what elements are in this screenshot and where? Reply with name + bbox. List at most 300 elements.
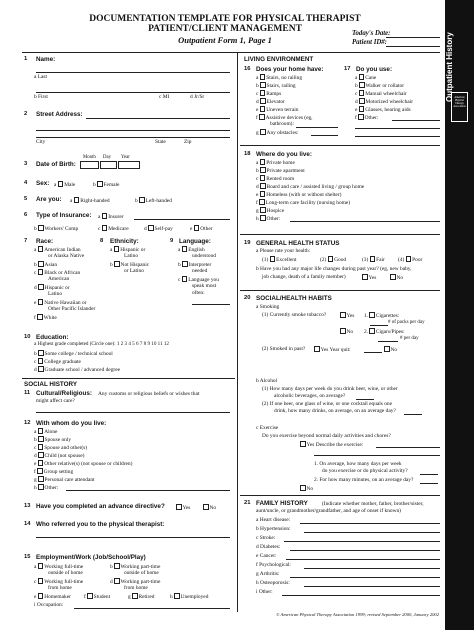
exercise-yes-label: Yes — [306, 442, 315, 448]
race-black-checkbox[interactable] — [38, 269, 44, 275]
q1-last-label: Last — [37, 74, 48, 80]
dob-year-field[interactable] — [118, 161, 140, 169]
q15-label: Employment/Work (Job/School/Play) — [36, 554, 146, 561]
device-opt: Cane — [365, 75, 377, 81]
smoke-yes-label: Yes — [346, 313, 355, 319]
exercise-days-field[interactable] — [420, 474, 438, 475]
q4-label: Sex: — [36, 180, 50, 187]
q11-label: Cultural/Religious: — [36, 390, 92, 397]
live-opt: Other relative(s) (not spouse or children) — [44, 461, 133, 467]
female-checkbox[interactable] — [97, 181, 103, 187]
q13-label: Have you completed an advance directive? — [36, 503, 165, 510]
family-stroke-label: Stroke: — [259, 535, 276, 541]
work-fulltime-outside-checkbox[interactable] — [38, 563, 44, 569]
work-opt: Working full-time — [44, 579, 84, 585]
smoke-no-label: No — [346, 329, 354, 335]
family-diabetes-label: Diabetes: — [260, 544, 281, 550]
health-rating: Fair — [376, 257, 385, 263]
stairs-railing-checkbox[interactable] — [260, 82, 266, 88]
health-poor-checkbox[interactable] — [406, 256, 412, 262]
obstacles-field[interactable] — [311, 135, 338, 136]
todays-date-label: Today's Date: — [352, 30, 391, 37]
cane-checkbox[interactable] — [359, 74, 365, 80]
exercise-yes-checkbox[interactable] — [300, 441, 306, 447]
live-opt: Spouse only — [44, 437, 72, 443]
packs-field[interactable] — [370, 325, 388, 326]
language-field[interactable] — [192, 304, 230, 305]
race-opt: White — [43, 315, 57, 321]
q2-city-label: City — [36, 139, 46, 145]
home-opt: Uneven terrain — [266, 107, 299, 113]
q2-zip-label: Zip — [184, 139, 192, 145]
device-other-checkbox[interactable] — [358, 114, 364, 120]
race-opt: Native Hawaiian or — [44, 300, 87, 306]
live-opt: Alone — [44, 429, 58, 435]
work-parttime-home-checkbox[interactable] — [114, 578, 120, 584]
device-opt: Walker or rollator — [365, 83, 405, 89]
q4-number: 4 — [24, 180, 28, 186]
column-divider — [237, 52, 238, 612]
work-opt: from home — [124, 585, 148, 591]
work-opt: Working part-time — [120, 564, 161, 570]
q2-number: 2 — [24, 111, 28, 117]
alcohol-drinks-text2: drink, how many drinks, on average, on an average day? — [274, 408, 396, 414]
language-opt: speak most — [192, 283, 217, 289]
live-child-checkbox[interactable] — [38, 452, 44, 458]
insurer-field[interactable] — [134, 219, 230, 220]
q6-insurer-label: Insurer — [108, 214, 124, 220]
q17-number: 17 — [344, 66, 351, 72]
q2-state-label: State — [155, 139, 166, 145]
live-spouse-checkbox[interactable] — [38, 436, 44, 442]
q11-number: 11 — [24, 390, 31, 396]
referred-field[interactable] — [36, 537, 230, 538]
side-tab-label: Outpatient History — [445, 32, 454, 102]
assistive-devices-checkbox[interactable] — [259, 114, 265, 120]
todays-date-field[interactable] — [386, 37, 440, 38]
q1-first-label: First — [38, 94, 48, 100]
q18-number: 18 — [244, 151, 251, 157]
family-heart-label: Heart disease: — [259, 517, 291, 523]
cultural-field[interactable] — [36, 412, 230, 413]
exercise-label: Exercise — [259, 425, 279, 431]
exercise-days-text2: do you exercise or do physical activity? — [322, 468, 408, 474]
home-opt: Elevator — [266, 99, 285, 105]
q9-label: Language: — [179, 238, 211, 245]
residence-opt: Private home — [266, 160, 295, 166]
alcohol-drinks-field[interactable] — [404, 414, 422, 415]
ethnicity-opt: Not Hispanic — [120, 262, 150, 268]
ethnicity-hispanic-checkbox[interactable] — [114, 246, 120, 252]
motorized-wheelchair-checkbox[interactable] — [359, 98, 365, 104]
self-pay-checkbox[interactable] — [148, 225, 154, 231]
glasses-checkbox[interactable] — [359, 106, 365, 112]
q16-label: Does your home have: — [256, 66, 324, 73]
walker-checkbox[interactable] — [359, 82, 365, 88]
smoked-past-label: Smoked in past? — [269, 346, 306, 352]
stairs-no-railing-checkbox[interactable] — [260, 74, 266, 80]
exercise-describe-field[interactable] — [376, 447, 440, 448]
residence-opt: Board and care / assisted living / group home — [266, 184, 365, 190]
q9-number: 9 — [170, 238, 174, 244]
q19-number: 19 — [244, 240, 251, 246]
education-college-checkbox[interactable] — [38, 350, 44, 356]
q1-label: Name: — [36, 56, 56, 63]
family-stroke-field[interactable] — [284, 541, 440, 542]
occupation-label: Occupation: — [36, 602, 64, 608]
q6-other-label: Other — [200, 226, 213, 232]
live-alone-checkbox[interactable] — [38, 428, 44, 434]
residence-other-checkbox[interactable] — [260, 215, 266, 221]
form-title-line2: PATIENT/CLIENT MANAGEMENT — [148, 24, 302, 34]
alcohol-days-field[interactable] — [356, 399, 374, 400]
living-environment-heading: LIVING ENVIRONMENT — [244, 56, 314, 63]
live-group-checkbox[interactable] — [37, 468, 43, 474]
race-white-checkbox[interactable] — [37, 314, 43, 320]
q19-life-changes-text1: Have you had any major life changes during past year? (eg, new baby, — [260, 266, 412, 272]
apta-logo-text: American Physical Therapy Association — [453, 96, 466, 108]
q8-label: Ethnicity: — [110, 238, 139, 245]
work-opt: Working part-time — [120, 579, 161, 585]
live-other-field[interactable] — [66, 490, 230, 491]
q4-male-label: Male — [64, 182, 76, 188]
street-field-2[interactable] — [36, 130, 230, 131]
divider-21 — [240, 495, 440, 496]
header-divider — [22, 52, 440, 53]
language-opt: often: — [192, 290, 205, 296]
q6-medicare-label: Medicare — [108, 226, 129, 232]
insurer-checkbox[interactable] — [102, 213, 108, 219]
life-changes-no-checkbox[interactable] — [390, 274, 396, 280]
q1-mi-label: MI — [162, 94, 170, 100]
education-advanced-checkbox[interactable] — [38, 366, 44, 372]
live-opt: Spouse and other(s) — [44, 445, 88, 451]
exercise-minutes-field[interactable] — [420, 483, 438, 484]
student-checkbox[interactable] — [87, 593, 93, 599]
smoked-past-yes-checkbox[interactable] — [314, 346, 320, 352]
language-interpreter-checkbox[interactable] — [182, 261, 188, 267]
language-english-checkbox[interactable] — [182, 246, 188, 252]
education-graduate-checkbox[interactable] — [38, 358, 44, 364]
family-cancer-label: Cancer: — [259, 553, 277, 559]
cigars-checkbox[interactable] — [369, 328, 375, 334]
manual-wheelchair-checkbox[interactable] — [359, 90, 365, 96]
ethnicity-not-hispanic-checkbox[interactable] — [114, 261, 120, 267]
language-other-checkbox[interactable] — [182, 276, 188, 282]
life-changes-yes-checkbox[interactable] — [362, 274, 368, 280]
uneven-terrain-checkbox[interactable] — [260, 106, 266, 112]
current-smoke-label: Currently smoke tobacco? — [269, 312, 327, 318]
cigars-label: Cigars/Pipes: — [375, 329, 405, 335]
home-opt: Ramps — [266, 91, 282, 97]
other-insurance-checkbox[interactable] — [194, 225, 200, 231]
device-opt: Manual wheelchair — [365, 91, 407, 97]
past-yes-label: Yes — [320, 347, 329, 353]
q3-number: 3 — [24, 161, 28, 167]
q21-label: FAMILY HISTORY — [256, 500, 308, 507]
assistive-devices-field[interactable] — [296, 127, 338, 128]
device-opt: Other: — [364, 115, 379, 121]
work-opt: Retired — [138, 594, 155, 600]
q8-number: 8 — [100, 238, 104, 244]
device-other-field-3[interactable] — [355, 136, 440, 137]
long-term-care-checkbox[interactable] — [259, 199, 265, 205]
education-opt: College graduate — [44, 359, 81, 365]
cigarettes-checkbox[interactable] — [369, 312, 375, 318]
q19-no-label: No — [396, 275, 404, 281]
exercise-describe-field-2[interactable] — [314, 455, 440, 456]
retired-checkbox[interactable] — [132, 593, 138, 599]
language-opt: Interpreter — [188, 262, 212, 268]
private-home-checkbox[interactable] — [260, 159, 266, 165]
q7-label: Race: — [36, 238, 54, 245]
q15-number: 15 — [24, 554, 31, 560]
city-state-zip-field[interactable] — [36, 137, 230, 138]
exercise-question: Do you exercise beyond normal daily activities and chores? — [262, 433, 391, 439]
residence-opt: Rented room — [266, 176, 295, 182]
residence-other-field[interactable] — [290, 221, 440, 222]
q21-instructions2: aunt/uncle, or grandmother/grandfather, and age of onset if known) — [256, 508, 401, 514]
unemployed-checkbox[interactable] — [174, 593, 180, 599]
q3-day-label: Day — [103, 155, 111, 160]
live-other-checkbox[interactable] — [38, 484, 44, 490]
race-opt: or Alaska Native — [48, 253, 85, 259]
live-spouse-others-checkbox[interactable] — [38, 444, 44, 450]
q2-label: Street Address: — [36, 111, 83, 118]
homemaker-checkbox[interactable] — [38, 593, 44, 599]
family-cancer-field[interactable] — [286, 559, 440, 560]
exercise-no-label: No — [306, 486, 314, 492]
q17-label: Do you use: — [356, 66, 393, 73]
q13-yes-label: Yes — [182, 505, 191, 511]
q6-number: 6 — [24, 212, 28, 218]
smoke-no-checkbox[interactable] — [340, 328, 346, 334]
family-osteoporosis-field[interactable] — [304, 586, 440, 587]
smoking-label: Smoking — [259, 304, 280, 310]
q21-number: 21 — [244, 500, 251, 506]
q1-number: 1 — [24, 56, 28, 62]
q14-label: Who referred you to the physical therapist: — [36, 521, 165, 528]
device-other-field-2[interactable] — [355, 128, 440, 129]
exercise-minutes-text: For how many minutes, on an average day? — [319, 477, 414, 483]
work-fulltime-home-checkbox[interactable] — [38, 578, 44, 584]
live-attendant-checkbox[interactable] — [38, 476, 44, 482]
residence-opt: Private apartment — [266, 168, 305, 174]
q20-number: 20 — [244, 295, 251, 301]
patient-id-field[interactable] — [386, 46, 440, 47]
device-other-field[interactable] — [392, 120, 440, 121]
work-opt: outside of home — [48, 570, 83, 576]
q5-number: 5 — [24, 196, 28, 202]
last-name-field[interactable] — [36, 72, 230, 73]
q5-label: Are you: — [36, 196, 62, 203]
q6-workers-label: Workers' Comp — [44, 226, 79, 232]
cigars-field[interactable] — [378, 341, 398, 342]
ethnicity-opt: Hispanic or — [120, 247, 146, 253]
family-psychological-field[interactable] — [304, 568, 440, 569]
health-fair-checkbox[interactable] — [370, 256, 376, 262]
family-arthritis-label: Arthritis: — [259, 571, 280, 577]
alcohol-days-text1: How many days per week do you drink beer, wine, or other — [269, 386, 398, 392]
board-care-checkbox[interactable] — [260, 183, 266, 189]
family-osteoporosis-label: Osteoporosis: — [260, 580, 290, 586]
copyright-footer: © American Physical Therapy Association 1999; revised September 2000, January 2002 — [276, 612, 440, 617]
patient-id-label: Patient ID#: — [352, 39, 387, 46]
year-quit-field[interactable] — [364, 352, 382, 353]
work-opt: outside of home — [124, 570, 159, 576]
q3-label: Date of Birth: — [36, 161, 76, 168]
home-opt: Stairs, railing — [266, 83, 296, 89]
occupation-field[interactable] — [74, 608, 230, 609]
q18-label: Where do you live: — [256, 151, 312, 158]
family-hypertension-field[interactable] — [304, 532, 440, 533]
q19-label: GENERAL HEALTH STATUS — [256, 240, 340, 247]
home-opt: Any obstacles: — [266, 130, 299, 136]
social-divider — [22, 378, 235, 379]
race-opt: Hispanic or — [44, 285, 70, 291]
past-no-label: No — [390, 347, 398, 353]
q4-female-label: Female — [103, 182, 120, 188]
family-other-field[interactable] — [282, 595, 440, 596]
private-apartment-checkbox[interactable] — [260, 167, 266, 173]
exercise-days-text1: On average, how many days per week — [319, 461, 402, 467]
cigarettes-label: Cigarettes: — [375, 313, 400, 319]
obstacles-checkbox[interactable] — [260, 129, 266, 135]
q3-month-label: Month — [83, 155, 96, 160]
race-opt: Black or African — [44, 270, 81, 276]
q10-number: 10 — [24, 334, 31, 340]
work-opt: Homemaker — [44, 594, 71, 600]
q7-number: 7 — [24, 238, 28, 244]
q11-text2: might affect care? — [36, 398, 75, 404]
q3-year-label: Year — [121, 155, 130, 160]
q6-selfpay-label: Self-pay — [154, 226, 173, 232]
per-day-label: # per day — [400, 336, 419, 341]
first-name-field[interactable] — [36, 92, 230, 93]
family-arthritis-field[interactable] — [290, 577, 440, 578]
year-quit-label: Year quit: — [329, 347, 351, 353]
dob-month-field[interactable] — [80, 161, 99, 169]
q10-label: Education: — [36, 334, 69, 341]
right-handed-checkbox[interactable] — [74, 197, 80, 203]
ethnicity-opt: Latino — [124, 253, 139, 259]
live-opt: Child (not spouse) — [44, 453, 85, 459]
home-opt: Assistive devices (eg, — [265, 115, 313, 121]
rented-room-checkbox[interactable] — [260, 175, 266, 181]
home-opt: bathroom): — [270, 121, 294, 127]
homeless-checkbox[interactable] — [260, 191, 266, 197]
q19-rate-label: Please rate your health: — [259, 248, 311, 254]
live-opt: Other: — [44, 485, 59, 491]
q13-number: 13 — [24, 503, 31, 509]
race-hispanic-checkbox[interactable] — [38, 284, 44, 290]
race-american-indian-checkbox[interactable] — [38, 246, 44, 252]
q16-number: 16 — [244, 66, 251, 72]
race-hawaiian-checkbox[interactable] — [38, 299, 44, 305]
work-opt: Unemployed — [180, 594, 209, 600]
q19-yes-label: Yes — [368, 275, 377, 281]
health-rating: Poor — [412, 257, 423, 263]
street-field[interactable] — [86, 118, 230, 119]
device-opt: Glasses, hearing aids — [365, 107, 411, 113]
form-title-line1: DOCUMENTATION TEMPLATE FOR PHYSICAL THERAPIST — [89, 14, 361, 24]
work-opt: Working full-time — [44, 564, 84, 570]
race-opt: American Indian — [44, 247, 81, 253]
packs-label: # of packs per day — [388, 320, 425, 325]
q5-right-label: Right-handed — [80, 198, 110, 204]
family-diabetes-field[interactable] — [290, 550, 440, 551]
describe-label: Describe the exercise: — [315, 442, 364, 448]
education-grade-label: Highest grade completed (Circle one): 1 2 3 4 5 6 7 8 9 10 11 12 — [37, 341, 169, 347]
advance-directive-no-checkbox[interactable] — [203, 504, 209, 510]
q11-text1: Any customs or religious beliefs or wishes that — [98, 391, 200, 397]
ramps-checkbox[interactable] — [260, 90, 266, 96]
alcohol-label: Alcohol — [259, 378, 278, 384]
family-heart-field[interactable] — [300, 523, 440, 524]
race-opt: Other Pacific Islander — [48, 306, 96, 312]
family-psychological-label: Psychological: — [259, 562, 291, 568]
q19-life-changes-text2: job change, death of a family member) — [262, 274, 346, 280]
work-parttime-outside-checkbox[interactable] — [114, 563, 120, 569]
live-opt: Personal care attendant — [44, 477, 95, 483]
health-good-checkbox[interactable] — [328, 256, 334, 262]
language-opt: Language you — [188, 277, 219, 283]
health-excellent-checkbox[interactable] — [270, 256, 276, 262]
divider-18 — [240, 145, 440, 146]
smoked-past-no-checkbox[interactable] — [384, 346, 390, 352]
residence-opt: Long-term care facility (nursing home) — [265, 200, 351, 206]
race-asian-checkbox[interactable] — [38, 261, 44, 267]
social-history-heading: SOCIAL HISTORY — [24, 381, 78, 388]
language-opt: needed — [192, 268, 208, 274]
dob-day-field[interactable] — [100, 161, 117, 169]
live-relative-checkbox[interactable] — [38, 460, 44, 466]
advance-directive-yes-checkbox[interactable] — [176, 504, 182, 510]
q20-label: SOCIAL/HEALTH HABITS — [256, 295, 332, 302]
q21-instructions1: (Indicate whether mother, father, brother/sister, — [322, 501, 424, 507]
health-rating: Excellent — [276, 257, 297, 263]
residence-opt: Other: — [266, 216, 281, 222]
race-opt: Asian — [44, 262, 58, 268]
residence-opt: Hospice — [266, 208, 285, 214]
left-handed-checkbox[interactable] — [139, 197, 145, 203]
family-hypertension-label: Hypertension: — [260, 526, 291, 532]
form-subtitle: Outpatient Form 1, Page 1 — [178, 35, 272, 45]
smoke-yes-checkbox[interactable] — [340, 312, 346, 318]
language-opt: English — [188, 247, 205, 253]
divider-20 — [240, 290, 440, 291]
education-opt: Graduate school / advanced degree — [44, 367, 120, 373]
device-opt: Motorized wheelchair — [365, 99, 413, 105]
q14-number: 14 — [24, 521, 31, 527]
workers-comp-checkbox[interactable] — [38, 225, 44, 231]
home-opt: Stairs, no railing — [266, 75, 303, 81]
q5-left-label: Left-handed — [145, 198, 172, 204]
language-opt: understood — [192, 253, 216, 259]
q12-number: 12 — [24, 420, 31, 426]
hospice-checkbox[interactable] — [260, 207, 266, 213]
male-checkbox[interactable] — [58, 181, 64, 187]
work-opt: from home — [48, 585, 72, 591]
exercise-no-checkbox[interactable] — [300, 485, 306, 491]
live-opt: Group setting — [43, 469, 74, 475]
medicare-checkbox[interactable] — [102, 225, 108, 231]
q13-no-label: No — [209, 505, 217, 511]
race-opt: Latino — [48, 291, 63, 297]
q6-label: Type of Insurance: — [36, 212, 92, 219]
work-opt: Student — [93, 594, 111, 600]
elevator-checkbox[interactable] — [260, 98, 266, 104]
